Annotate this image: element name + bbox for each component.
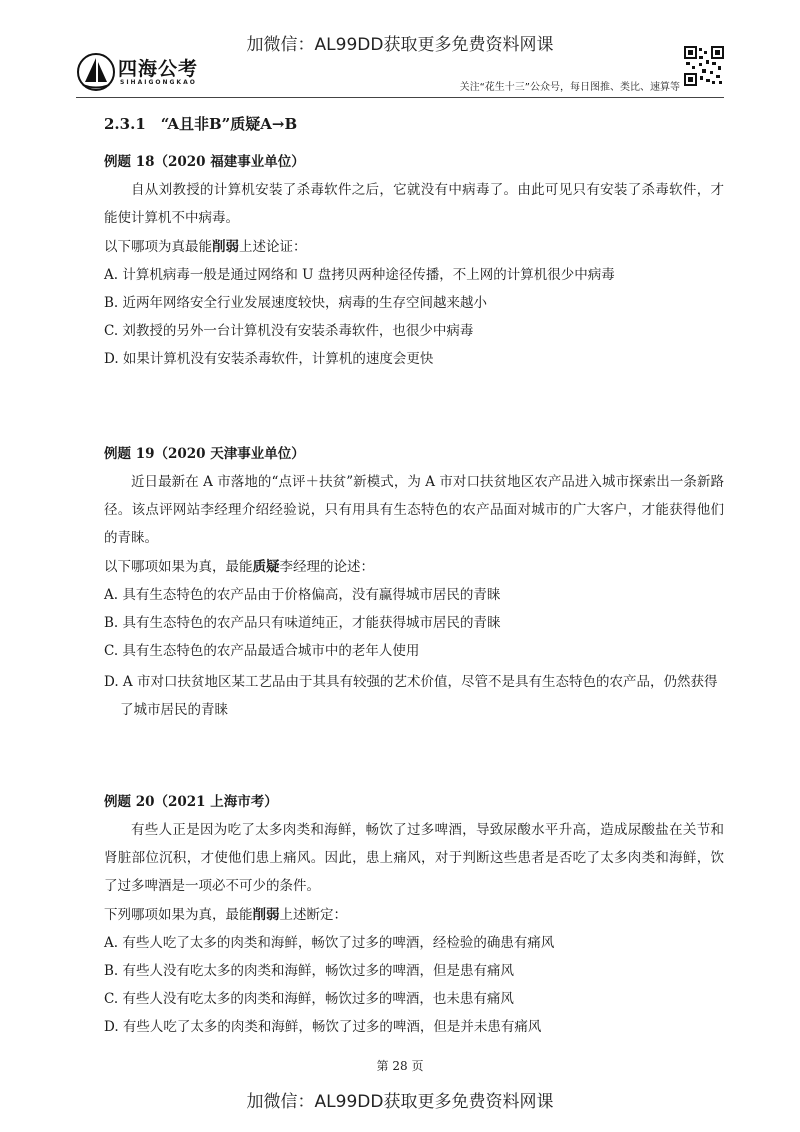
example-stem: 有些人正是因为吃了太多肉类和海鲜，畅饮了过多啤酒，导致尿酸水平升高，造成尿酸盐在关节和肾脏部位沉积，才使他们患上痛风。因此，患上痛风，对于判断这些患者是否吃了太多肉类和海鲜，饮了过多啤酒是一项必不可少的条件。: [104, 822, 724, 894]
option-b: B. 有些人没有吃太多的肉类和海鲜，畅饮过多的啤酒，但是患有痛风: [104, 963, 515, 979]
option-c: C. 有些人没有吃太多的肉类和海鲜，畅饮过多的啤酒，也未患有痛风: [104, 991, 514, 1007]
option-a: A. 具有生态特色的农产品由于价格偏高，没有赢得城市居民的青睐: [104, 587, 501, 603]
example-stem: 近日最新在 A 市落地的“点评＋扶贫”新模式，为 A 市对口扶贫地区农产品进入城市探索出一条新路径。该点评网站李经理介绍经验说，只有用具有生态特色的农产品面对城市的广大客户，才能获得他们的青睐。: [104, 474, 724, 546]
option-a: A. 计算机病毒一般是通过网络和 U 盘拷贝两种途径传播，不上网的计算机很少中病毒: [104, 267, 615, 283]
example-19: [104, 444, 724, 724]
option-c: C. 刘教授的另外一台计算机没有安装杀毒软件，也很少中病毒: [104, 323, 474, 339]
example-prompt: 以下哪项为真最能削弱上述论证：: [104, 239, 307, 255]
qr-code-icon: [684, 46, 724, 86]
option-d: D. 如果计算机没有安装杀毒软件，计算机的速度会更快: [104, 351, 434, 367]
example-title: 例题 19（2020 天津事业单位）: [104, 446, 305, 462]
example-stem: 自从刘教授的计算机安装了杀毒软件之后，它就没有中病毒了。由此可见只有安装了杀毒软件，才能使计算机不中病毒。: [104, 182, 724, 226]
watermark-bottom: 加微信：AL99DD获取更多免费资料网课: [246, 1092, 554, 1112]
watermark-top: 加微信：AL99DD获取更多免费资料网课: [246, 35, 554, 55]
option-d: D. A 市对口扶贫地区某工艺品由于其具有较强的艺术价值，尽管不是具有生态特色的农产品，仍然获得了城市居民的青睐: [104, 674, 718, 718]
logo-subtext: SIHAIGONGKAO: [120, 79, 197, 86]
page-number: 第 28 页: [376, 1059, 424, 1073]
section-title: 2.3.1 “A且非B”质疑A→B: [104, 115, 298, 133]
brand-logo: [76, 52, 236, 92]
example-20: [104, 792, 724, 1038]
option-b: B. 近两年网络安全行业发展速度较快，病毒的生存空间越来越小: [104, 295, 488, 311]
prompt-keyword: 质疑: [252, 559, 280, 575]
option-a: A. 有些人吃了太多的肉类和海鲜，畅饮了过多的啤酒，经检验的确患有痛风: [104, 935, 555, 951]
prompt-keyword: 削弱: [212, 239, 239, 255]
page-header: [76, 48, 724, 98]
example-prompt: 下列哪项如果为真，最能削弱上述断定：: [104, 907, 347, 923]
prompt-keyword: 削弱: [252, 907, 280, 923]
example-prompt: 以下哪项如果为真，最能质疑李经理的论述：: [104, 559, 374, 575]
option-c: C. 具有生态特色的农产品最适合城市中的老年人使用: [104, 643, 420, 659]
sail-logo-icon: [76, 52, 116, 92]
header-divider: [76, 97, 724, 98]
example-title: 例题 20（2021 上海市考）: [104, 794, 278, 810]
page-content: [104, 110, 724, 1035]
option-d: D. 有些人吃了太多的肉类和海鲜，畅饮了过多的啤酒，但是并未患有痛风: [104, 1019, 542, 1035]
example-18: [104, 152, 724, 370]
example-title: 例题 18（2020 福建事业单位）: [104, 154, 305, 170]
option-b: B. 具有生态特色的农产品只有味道纯正，才能获得城市居民的青睐: [104, 615, 501, 631]
logo-text: 四海公考: [118, 58, 199, 80]
header-tagline: 关注“花生十三”公众号，每日图推、类比、速算等: [459, 82, 680, 93]
